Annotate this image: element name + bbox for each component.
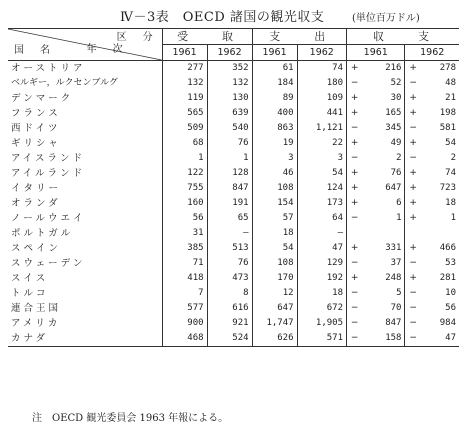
value-cell: 3 [252, 151, 297, 166]
value-cell: 76 [207, 136, 252, 151]
value-cell: 755 [162, 181, 207, 196]
sign-cell: + [405, 181, 421, 196]
sign-cell: − [405, 256, 421, 271]
value-cell: 19 [252, 136, 297, 151]
value-cell: 5 [396, 288, 402, 298]
year-header: 1962 [297, 45, 346, 61]
value-cell: 54 [297, 166, 346, 181]
value-cell: 76 [207, 256, 252, 271]
country-name-cell: ギリシャ [11, 138, 61, 149]
value-cell: 3 [297, 151, 346, 166]
year-header: 1961 [252, 45, 297, 61]
country-name-cell: 西ドイツ [11, 123, 61, 134]
sign-cell: + [405, 166, 421, 181]
value-cell: 540 [207, 121, 252, 136]
value-cell: 10 [445, 288, 456, 298]
table-row [8, 211, 459, 226]
sign-cell: + [405, 211, 421, 226]
table-row [8, 271, 459, 286]
table-row [8, 331, 459, 347]
country-name-cell: オーストリア [11, 63, 86, 74]
value-cell: 565 [162, 106, 207, 121]
sign-cell: + [347, 106, 363, 121]
value-cell: 165 [385, 108, 402, 118]
value-cell: 184 [252, 76, 297, 91]
value-cell: 30 [390, 93, 402, 103]
value-cell: 48 [445, 78, 456, 88]
year-header: 1961 [347, 45, 405, 61]
value-cell: 47 [445, 333, 456, 343]
value-cell: 76 [390, 168, 402, 178]
value-cell: 54 [445, 138, 456, 148]
value-cell: 65 [207, 211, 252, 226]
value-cell: 345 [385, 123, 402, 133]
table-row [8, 241, 459, 256]
country-name-cell: ベルギー，ルクセンブルグ [11, 78, 118, 88]
sign-cell: + [347, 241, 363, 256]
country-name-cell: アイスランド [11, 153, 86, 164]
value-cell: 108 [252, 256, 297, 271]
value-cell: 900 [162, 316, 207, 331]
value-cell: 863 [252, 121, 297, 136]
sign-cell: − [347, 121, 363, 136]
value-cell: 198 [439, 108, 456, 118]
value-cell: 74 [297, 61, 346, 77]
sign-cell: − [405, 151, 421, 166]
unit-label: (単位百万ドル) [352, 13, 420, 24]
value-cell: 132 [162, 76, 207, 91]
value-cell: 71 [162, 256, 207, 271]
value-cell: 158 [385, 333, 402, 343]
header-expenditure: 支 出 [252, 29, 346, 45]
value-cell: 509 [162, 121, 207, 136]
value-cell: 57 [252, 211, 297, 226]
value-cell: 847 [207, 181, 252, 196]
value-cell: 571 [297, 331, 346, 347]
sign-cell: − [347, 76, 363, 91]
table-body [8, 61, 459, 347]
value-cell: 984 [439, 318, 456, 328]
value-cell: 1,905 [297, 316, 346, 331]
sign-cell: + [347, 166, 363, 181]
table-row [8, 256, 459, 271]
value-cell: 639 [207, 106, 252, 121]
value-cell: 18 [252, 226, 297, 241]
value-cell: 616 [207, 301, 252, 316]
sign-cell: + [405, 271, 421, 286]
header-receipts: 受 取 [162, 29, 252, 45]
value-cell: 22 [297, 136, 346, 151]
sign-cell: + [405, 196, 421, 211]
table-row [8, 181, 459, 196]
sign-cell: + [405, 136, 421, 151]
value-cell: 54 [252, 241, 297, 256]
value-cell: 108 [252, 181, 297, 196]
value-cell: 64 [297, 211, 346, 226]
value-cell: 46 [252, 166, 297, 181]
value-cell: 31 [162, 226, 207, 241]
value-cell: 89 [252, 91, 297, 106]
value-cell: 468 [162, 331, 207, 347]
value-cell: 278 [439, 63, 456, 73]
value-cell: 672 [297, 301, 346, 316]
sign-cell: + [405, 106, 421, 121]
sign-cell: − [405, 331, 421, 347]
value-cell: 1,121 [297, 121, 346, 136]
table-row [8, 151, 459, 166]
sign-cell: − [405, 121, 421, 136]
value-cell: 68 [162, 136, 207, 151]
sign-cell [347, 226, 363, 241]
sign-cell: + [347, 61, 363, 77]
value-cell: 61 [252, 61, 297, 77]
country-name-cell: 連合王国 [11, 303, 62, 314]
sign-cell: + [347, 181, 363, 196]
year-header: 1961 [162, 45, 207, 61]
table-row [8, 166, 459, 181]
table-row [8, 121, 459, 136]
country-name-cell: オランダ [11, 198, 61, 209]
sign-cell: + [347, 271, 363, 286]
value-cell: 37 [390, 258, 402, 268]
value-cell: 1 [450, 213, 456, 223]
value-cell: 8 [207, 286, 252, 301]
value-cell: 18 [445, 198, 456, 208]
value-cell: 418 [162, 271, 207, 286]
value-cell: 385 [162, 241, 207, 256]
country-name-cell: デンマーク [11, 93, 74, 104]
value-cell: 119 [162, 91, 207, 106]
value-cell: 577 [162, 301, 207, 316]
country-name-cell: フランス [11, 108, 61, 119]
country-name-cell: ノールウエイ [11, 213, 86, 224]
country-name-cell: スイス [11, 273, 49, 284]
value-cell: 191 [207, 196, 252, 211]
table-row [8, 106, 459, 121]
value-cell: 128 [207, 166, 252, 181]
value-cell: 626 [252, 331, 297, 347]
value-cell: 122 [162, 166, 207, 181]
footnote: 注 OECD 観光委員会 1963 年報による。 [32, 413, 229, 424]
header-kuni: 国 名 [14, 45, 53, 56]
header-corner [8, 29, 162, 61]
value-cell: — [207, 226, 252, 241]
header-nenji: 年 次 [86, 44, 126, 55]
value-cell: 56 [162, 211, 207, 226]
value-cell: 513 [207, 241, 252, 256]
value-cell: 7 [162, 286, 207, 301]
table-title: Ⅳ－3表 OECD 諸国の観光収支 [120, 10, 325, 25]
value-cell [421, 226, 459, 241]
value-cell: 1,747 [252, 316, 297, 331]
sign-cell: + [405, 61, 421, 77]
value-cell: 281 [439, 273, 456, 283]
value-cell: 473 [207, 271, 252, 286]
value-cell: 921 [207, 316, 252, 331]
value-cell: 56 [445, 303, 456, 313]
sign-cell: − [347, 151, 363, 166]
value-cell: 2 [396, 153, 402, 163]
value-cell: 47 [297, 241, 346, 256]
value-cell: 124 [297, 181, 346, 196]
value-cell: 352 [207, 61, 252, 77]
sign-cell: − [347, 256, 363, 271]
value-cell: 109 [297, 91, 346, 106]
value-cell: — [297, 226, 346, 241]
value-cell: 331 [385, 243, 402, 253]
value-cell: 466 [439, 243, 456, 253]
sign-cell: + [347, 136, 363, 151]
value-cell: 12 [252, 286, 297, 301]
table-row [8, 136, 459, 151]
value-cell: 524 [207, 331, 252, 347]
value-cell: 21 [445, 93, 456, 103]
value-cell: 1 [396, 213, 402, 223]
header-balance: 収 支 [347, 29, 459, 45]
sign-cell: − [405, 301, 421, 316]
value-cell: 160 [162, 196, 207, 211]
value-cell: 173 [297, 196, 346, 211]
value-cell: 647 [385, 183, 402, 193]
sign-cell: + [347, 196, 363, 211]
table-row [8, 316, 459, 331]
sign-cell: − [405, 286, 421, 301]
country-name-cell: イタリー [11, 183, 62, 194]
value-cell: 1 [207, 151, 252, 166]
country-name-cell: アイルランド [11, 168, 86, 179]
sign-cell: − [347, 331, 363, 347]
table-row [8, 286, 459, 301]
value-cell: 847 [385, 318, 402, 328]
value-cell: 400 [252, 106, 297, 121]
value-cell: 277 [162, 61, 207, 77]
country-name-cell: トルコ [11, 288, 49, 299]
value-cell: 170 [252, 271, 297, 286]
header-kubun: 区 分 [116, 32, 156, 43]
value-cell: 581 [439, 123, 456, 133]
value-cell: 18 [297, 286, 346, 301]
year-header: 1962 [405, 45, 459, 61]
sign-cell: − [405, 316, 421, 331]
value-cell: 6 [396, 198, 402, 208]
table-row [8, 301, 459, 316]
value-cell: 74 [445, 168, 456, 178]
sign-cell: − [347, 286, 363, 301]
country-name-cell: カナダ [11, 333, 49, 344]
value-cell: 192 [297, 271, 346, 286]
value-cell: 129 [297, 256, 346, 271]
value-cell: 1 [162, 151, 207, 166]
country-name-cell: スペイン [11, 243, 62, 254]
value-cell: 2 [450, 153, 456, 163]
value-cell: 647 [252, 301, 297, 316]
value-cell: 441 [297, 106, 346, 121]
country-name-cell: スウェーデン [11, 258, 86, 269]
sign-cell: + [405, 241, 421, 256]
tourism-balance-table [8, 28, 459, 347]
table-row [8, 76, 459, 91]
table-row [8, 61, 459, 77]
value-cell [362, 226, 405, 241]
country-name-cell: ポルトガル [11, 228, 74, 239]
value-cell: 723 [439, 183, 456, 193]
value-cell: 248 [385, 273, 402, 283]
value-cell: 53 [445, 258, 456, 268]
year-header: 1962 [207, 45, 252, 61]
value-cell: 70 [390, 303, 402, 313]
sign-cell: − [347, 316, 363, 331]
value-cell: 52 [390, 78, 402, 88]
sign-cell: − [347, 211, 363, 226]
sign-cell [405, 226, 421, 241]
table-row [8, 196, 459, 211]
value-cell: 216 [385, 63, 402, 73]
value-cell: 180 [297, 76, 346, 91]
value-cell: 132 [207, 76, 252, 91]
country-name-cell: アメリカ [11, 318, 61, 329]
table-row [8, 91, 459, 106]
sign-cell: + [347, 91, 363, 106]
sign-cell: + [405, 91, 421, 106]
value-cell: 154 [252, 196, 297, 211]
table-row [8, 226, 459, 241]
sign-cell: − [347, 301, 363, 316]
value-cell: 130 [207, 91, 252, 106]
value-cell: 49 [390, 138, 402, 148]
sign-cell: − [405, 76, 421, 91]
